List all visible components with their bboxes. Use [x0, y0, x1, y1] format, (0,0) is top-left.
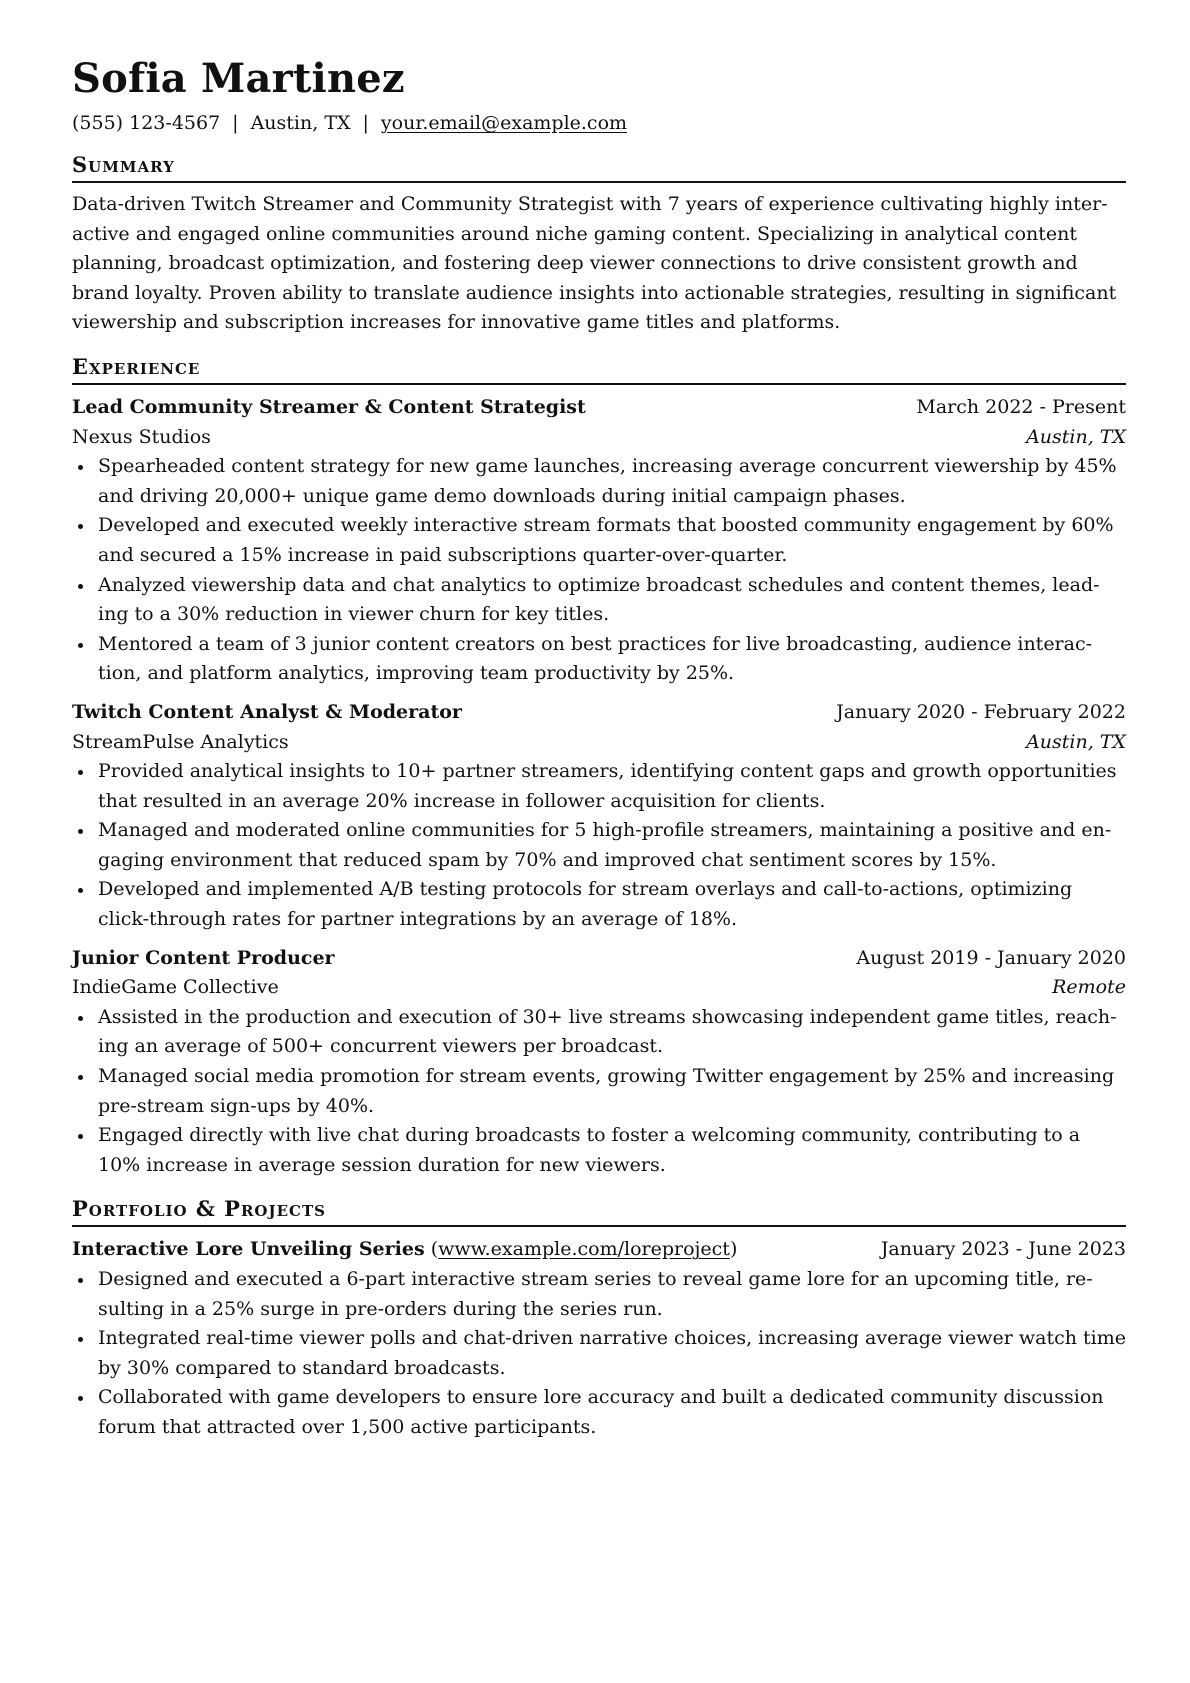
bullet-line: Engaged directly with live chat during broadcasts to foster a welcoming community, contributing to a: [98, 1124, 1081, 1147]
job-bullets: [72, 1003, 1126, 1181]
job-bullets: [72, 452, 1126, 689]
experience-entry: [72, 698, 1126, 935]
bullet-item: [72, 452, 1126, 511]
entry-subheader-row: [72, 973, 1126, 1003]
job-location: Remote: [1052, 976, 1126, 999]
bullet-line: 10% increase in average session duration for new viewers.: [98, 1153, 666, 1176]
bullet-item: [72, 1265, 1126, 1324]
job-dates: August 2019 - January 2020: [856, 946, 1126, 969]
job-location: Austin, TX: [1026, 425, 1126, 448]
bullet-line: Provided analytical insights to 10+ partner streamers, identifying content gaps and growth opportunities: [98, 760, 1117, 783]
section-title-projects: Portfolio & Projects: [72, 1194, 1126, 1227]
project-link-open: (: [424, 1238, 439, 1261]
bullet-line: Managed social media promotion for stream events, growing Twitter engagement by 25% and increasing: [98, 1065, 1115, 1088]
bullet-line: Collaborated with game developers to ensure lore accuracy and built a dedicated community discussion: [98, 1386, 1104, 1409]
bullet-item: [72, 571, 1126, 630]
bullet-item: [72, 1383, 1126, 1442]
bullet-line: ing to a 30% reduction in viewer churn for key titles.: [98, 603, 610, 626]
bullet-line: Managed and moderated online communities for 5 high-profile streamers, maintaining a positive and en-: [98, 819, 1112, 842]
bullet-line: tion, and platform analytics, improving team productivity by 25%.: [98, 662, 735, 685]
bullet-line: Analyzed viewership data and chat analytics to optimize broadcast schedules and content themes, lead-: [98, 573, 1100, 596]
bullet-item: [72, 1062, 1126, 1121]
bullet-line: Developed and implemented A/B testing protocols for stream overlays and call-to-actions, optimizing: [98, 878, 1073, 901]
contact-separator: |: [232, 112, 239, 134]
contact-phone: (555) 123-4567: [72, 112, 221, 134]
job-title: Twitch Content Analyst & Moderator: [72, 700, 462, 723]
summary-line: active and engaged online communities around niche gaming content. Specializing in analytical content: [72, 222, 1078, 245]
bullet-line: Integrated real-time viewer polls and chat-driven narrative choices, increasing average viewer watch time: [98, 1327, 1127, 1350]
project-dates: January 2023 - June 2023: [880, 1238, 1126, 1261]
company-name: StreamPulse Analytics: [72, 730, 289, 753]
bullet-line: Assisted in the production and execution of 30+ live streams showcasing independent game titles, reach-: [98, 1005, 1117, 1028]
bullet-line: Designed and executed a 6-part interactive stream series to reveal game lore for an upcoming title, re-: [98, 1268, 1093, 1290]
bullet-item: [72, 816, 1126, 875]
project-link[interactable]: www.example.com/loreproject: [438, 1238, 730, 1261]
job-dates: January 2020 - February 2022: [836, 700, 1126, 723]
bullet-line: Spearheaded content strategy for new game launches, increasing average concurrent viewership by 45%: [98, 455, 1117, 478]
entry-header-row: [72, 944, 1126, 974]
candidate-name: Sofia Martinez: [72, 55, 405, 102]
project-bullets: [72, 1265, 1126, 1443]
bullet-line: pre-stream sign-ups by 40%.: [98, 1094, 375, 1117]
project-link-close: ): [729, 1238, 738, 1261]
contact-separator: |: [362, 112, 369, 134]
bullet-item: [72, 1324, 1126, 1383]
experience-entry: [72, 393, 1126, 689]
resume-page: [72, 54, 1126, 1443]
bullet-line: and driving 20,000+ unique game demo downloads during initial campaign phases.: [98, 484, 906, 507]
contact-email-link[interactable]: your.email@example.com: [380, 112, 628, 134]
bullet-item: [72, 630, 1126, 689]
resume-header: [72, 54, 1126, 136]
job-dates: March 2022 - Present: [916, 395, 1126, 418]
bullet-line: ing an average of 500+ concurrent viewers per broadcast.: [98, 1035, 664, 1058]
bullet-line: Developed and executed weekly interactive stream formats that boosted community engagement by 60%: [98, 514, 1114, 537]
company-name: IndieGame Collective: [72, 976, 279, 999]
bullet-line: gaging environment that reduced spam by 70% and improved chat sentiment scores by 15%.: [98, 848, 997, 871]
section-title-experience: Experience: [72, 352, 1126, 385]
project-name: Interactive Lore Unveiling Series: [72, 1238, 425, 1261]
bullet-line: sulting in a 25% surge in pre-orders during the series run.: [98, 1297, 663, 1320]
summary-line: Data-driven Twitch Streamer and Community Strategist with 7 years of experience cultivating highly inter-: [72, 193, 1108, 215]
summary-text: [72, 190, 1126, 338]
contact-location: Austin, TX: [250, 112, 351, 134]
bullet-item: [72, 511, 1126, 570]
bullet-line: click-through rates for partner integrations by an average of 18%.: [98, 908, 738, 931]
experience-section: [72, 352, 1126, 1180]
entry-header-row: [72, 698, 1126, 728]
entry-header-row: [72, 1235, 1126, 1265]
entry-header-row: [72, 393, 1126, 423]
contact-line: [72, 110, 1126, 136]
bullet-line: that resulted in an average 20% increase in follower acquisition for clients.: [98, 789, 826, 812]
bullet-line: forum that attracted over 1,500 active participants.: [98, 1415, 597, 1438]
job-title: Lead Community Streamer & Content Strategist: [72, 395, 586, 418]
projects-section: [72, 1194, 1126, 1442]
bullet-line: and secured a 15% increase in paid subscriptions quarter-over-quarter.: [98, 543, 788, 566]
summary-section: [72, 150, 1126, 338]
entry-subheader-row: [72, 728, 1126, 758]
summary-line: brand loyalty. Proven ability to translate audience insights into actionable strategies, resulting in significant: [72, 281, 1117, 304]
entry-subheader-row: [72, 423, 1126, 453]
bullet-item: [72, 875, 1126, 934]
job-bullets: [72, 757, 1126, 935]
company-name: Nexus Studios: [72, 425, 211, 448]
bullet-item: [72, 1121, 1126, 1180]
job-title: Junior Content Producer: [72, 946, 335, 969]
bullet-line: Mentored a team of 3 junior content creators on best practices for live broadcasting, audience interac-: [98, 632, 1093, 655]
bullet-item: [72, 1003, 1126, 1062]
project-entry: [72, 1235, 1126, 1442]
bullet-line: by 30% compared to standard broadcasts.: [98, 1356, 506, 1379]
bullet-item: [72, 757, 1126, 816]
project-title-line: [72, 1235, 737, 1265]
summary-line: viewership and subscription increases for innovative game titles and platforms.: [72, 311, 841, 334]
job-location: Austin, TX: [1026, 730, 1126, 753]
summary-line: planning, broadcast optimization, and fostering deep viewer connections to drive consistent growth and: [72, 252, 1078, 275]
section-title-summary: Summary: [72, 150, 1126, 183]
experience-entry: [72, 944, 1126, 1181]
